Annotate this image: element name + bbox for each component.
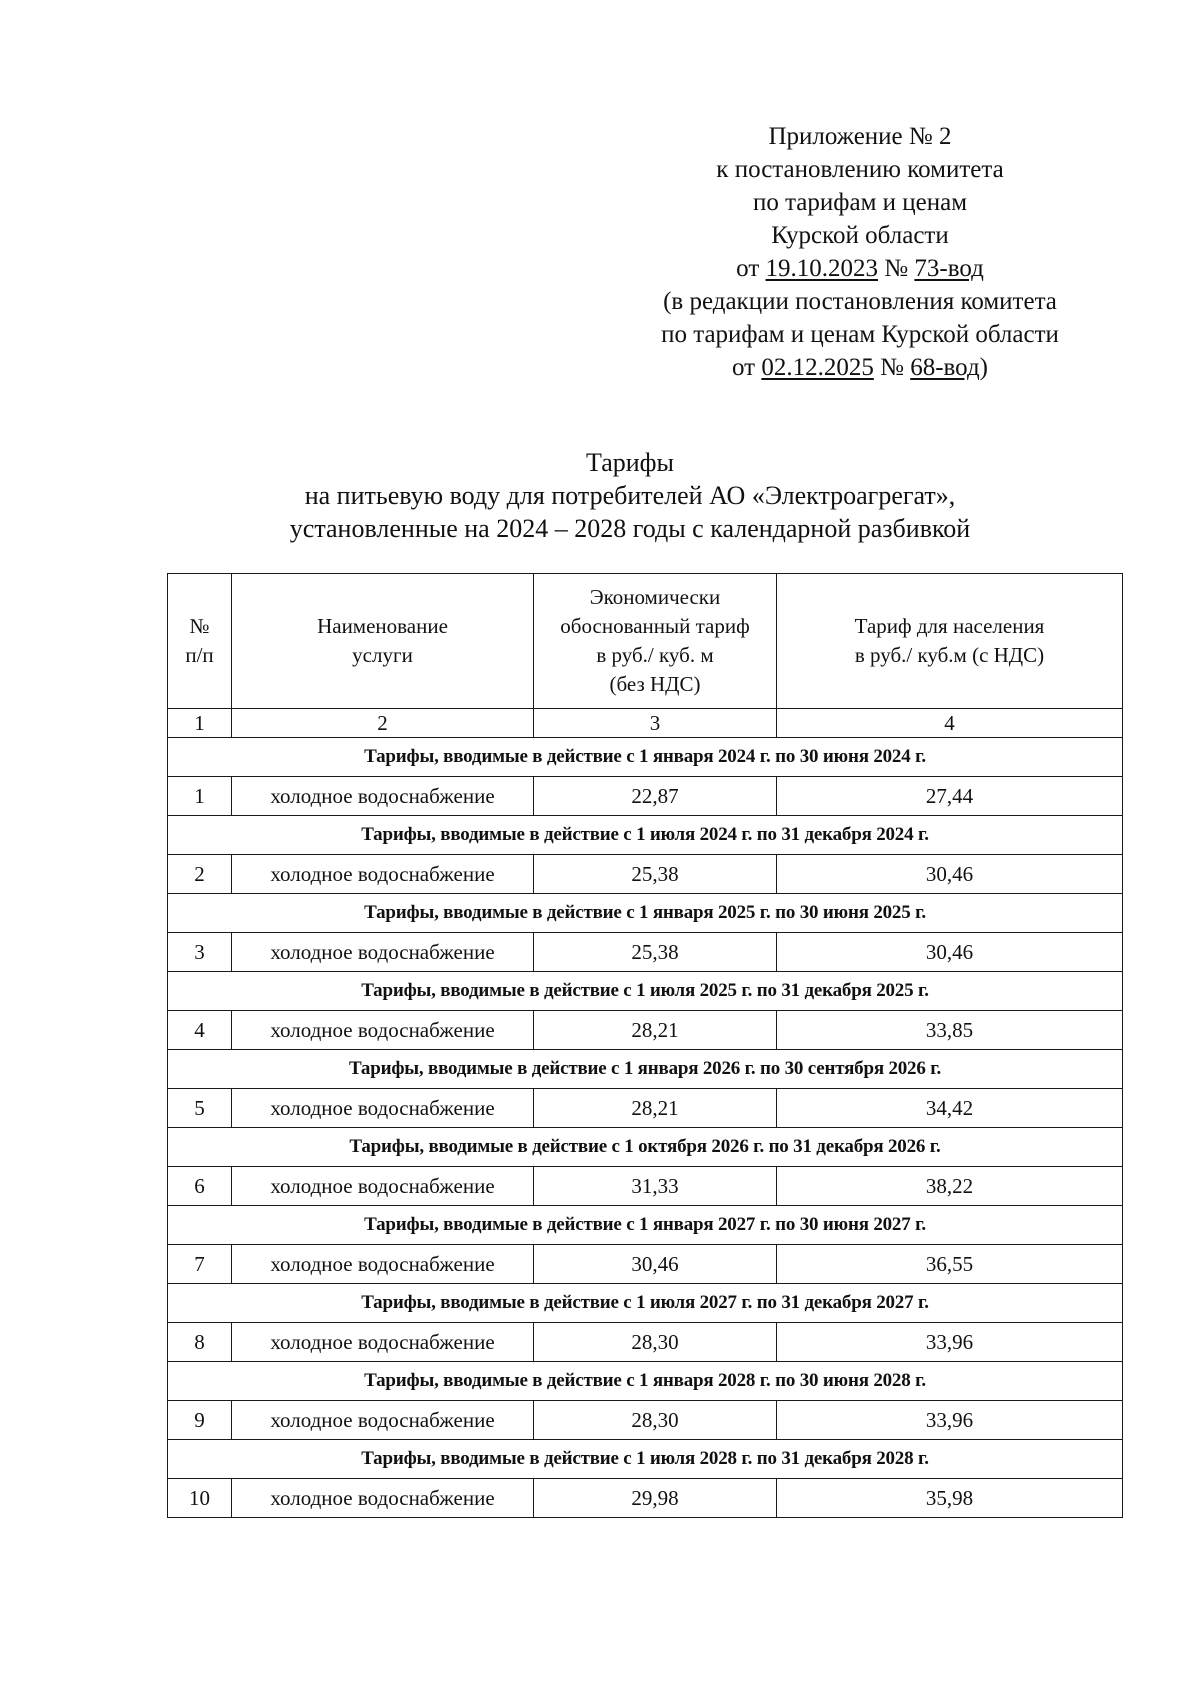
period-label: Тарифы, вводимые в действие с 1 июля 2027 г. по 31 декабря 2027 г. (168, 1284, 1123, 1323)
econ-tariff-value: 28,30 (534, 1401, 777, 1440)
header-population-tariff (777, 574, 1123, 709)
column-number: 3 (534, 709, 777, 738)
title-line-3: установленные на 2024 – 2028 годы с календарной разбивкой (289, 514, 971, 543)
appendix-header (600, 120, 1120, 384)
row-number: 1 (168, 777, 232, 816)
appendix-line: по тарифам и ценам (752, 189, 968, 216)
period-row (168, 816, 1123, 855)
period-row (168, 1206, 1123, 1245)
header-econ-line: (без НДС) (609, 672, 701, 696)
row-number: 7 (168, 1245, 232, 1284)
service-name: холодное водоснабжение (232, 1245, 534, 1284)
table-row (168, 1401, 1123, 1440)
edition-reference (600, 351, 1120, 384)
row-number: 2 (168, 855, 232, 894)
table-row (168, 1479, 1123, 1518)
econ-tariff-value: 30,46 (534, 1245, 777, 1284)
econ-tariff-value: 28,21 (534, 1089, 777, 1128)
row-number: 9 (168, 1401, 232, 1440)
table-header-row (168, 574, 1123, 709)
row-number: 6 (168, 1167, 232, 1206)
document-title (150, 446, 1110, 545)
period-label: Тарифы, вводимые в действие с 1 июля 2028 г. по 31 декабря 2028 г. (168, 1440, 1123, 1479)
header-population-line: Тариф для населения (854, 614, 1045, 638)
column-number: 1 (168, 709, 232, 738)
header-econ-line: Экономически (589, 585, 721, 609)
population-tariff-value: 33,96 (777, 1323, 1123, 1362)
service-name: холодное водоснабжение (232, 1479, 534, 1518)
edition-line: по тарифам и ценам Курской области (661, 321, 1059, 348)
population-tariff-value: 30,46 (777, 933, 1123, 972)
service-name: холодное водоснабжение (232, 1089, 534, 1128)
econ-tariff-value: 22,87 (534, 777, 777, 816)
row-number: 4 (168, 1011, 232, 1050)
econ-tariff-value: 28,30 (534, 1323, 777, 1362)
decree-number-sign: № (878, 255, 915, 282)
edition-number: 68-вод (910, 354, 980, 381)
title-line-1: Тарифы (585, 448, 674, 477)
header-econ-tariff (534, 574, 777, 709)
population-tariff-value: 34,42 (777, 1089, 1123, 1128)
decree-date: 19.10.2023 (765, 255, 879, 282)
service-name: холодное водоснабжение (232, 1167, 534, 1206)
row-number: 10 (168, 1479, 232, 1518)
appendix-line: Приложение № 2 (768, 123, 952, 150)
period-label: Тарифы, вводимые в действие с 1 января 2028 г. по 30 июня 2028 г. (168, 1362, 1123, 1401)
econ-tariff-value: 28,21 (534, 1011, 777, 1050)
population-tariff-value: 27,44 (777, 777, 1123, 816)
econ-tariff-value: 25,38 (534, 933, 777, 972)
title-line-2: на питьевую воду для потребителей АО «Электроагрегат», (304, 481, 956, 510)
edition-line: (в редакции постановления комитета (663, 288, 1057, 315)
period-row (168, 894, 1123, 933)
header-service (232, 574, 534, 709)
column-number: 4 (777, 709, 1123, 738)
table-row (168, 855, 1123, 894)
tariffs-table (167, 573, 1123, 1518)
row-number: 8 (168, 1323, 232, 1362)
service-name: холодное водоснабжение (232, 855, 534, 894)
edition-number-sign: № (873, 354, 911, 381)
population-tariff-value: 30,46 (777, 855, 1123, 894)
header-service-line: Наименование (317, 614, 448, 638)
period-row (168, 1362, 1123, 1401)
appendix-line: Курской области (771, 222, 949, 249)
header-service-line: услуги (352, 643, 413, 667)
population-tariff-value: 33,96 (777, 1401, 1123, 1440)
econ-tariff-value: 25,38 (534, 855, 777, 894)
column-number-row (168, 709, 1123, 738)
table-row (168, 933, 1123, 972)
decree-reference (600, 252, 1120, 285)
period-label: Тарифы, вводимые в действие с 1 июля 2024 г. по 31 декабря 2024 г. (168, 816, 1123, 855)
econ-tariff-value: 31,33 (534, 1167, 777, 1206)
table-row (168, 1011, 1123, 1050)
period-label: Тарифы, вводимые в действие с 1 января 2024 г. по 30 июня 2024 г. (168, 738, 1123, 777)
table-row (168, 777, 1123, 816)
period-label: Тарифы, вводимые в действие с 1 июля 2025 г. по 31 декабря 2025 г. (168, 972, 1123, 1011)
period-label: Тарифы, вводимые в действие с 1 октября 2026 г. по 31 декабря 2026 г. (168, 1128, 1123, 1167)
header-econ-line: в руб./ куб. м (596, 643, 714, 667)
table-row (168, 1089, 1123, 1128)
population-tariff-value: 33,85 (777, 1011, 1123, 1050)
row-number: 3 (168, 933, 232, 972)
edition-suffix: ) (979, 354, 988, 381)
population-tariff-value: 35,98 (777, 1479, 1123, 1518)
period-label: Тарифы, вводимые в действие с 1 января 2026 г. по 30 сентября 2026 г. (168, 1050, 1123, 1089)
period-row (168, 1284, 1123, 1323)
period-row (168, 738, 1123, 777)
header-no (168, 574, 232, 709)
period-row (168, 1050, 1123, 1089)
service-name: холодное водоснабжение (232, 1011, 534, 1050)
period-row (168, 972, 1123, 1011)
period-label: Тарифы, вводимые в действие с 1 января 2027 г. по 30 июня 2027 г. (168, 1206, 1123, 1245)
period-row (168, 1440, 1123, 1479)
service-name: холодное водоснабжение (232, 1323, 534, 1362)
population-tariff-value: 38,22 (777, 1167, 1123, 1206)
service-name: холодное водоснабжение (232, 933, 534, 972)
decree-prefix: от (736, 255, 766, 282)
decree-number: 73-вод (914, 255, 984, 282)
column-number: 2 (232, 709, 534, 738)
edition-date: 02.12.2025 (761, 354, 874, 381)
econ-tariff-value: 29,98 (534, 1479, 777, 1518)
service-name: холодное водоснабжение (232, 777, 534, 816)
row-number: 5 (168, 1089, 232, 1128)
header-population-line: в руб./ куб.м (с НДС) (854, 643, 1045, 667)
edition-prefix: от (731, 354, 762, 381)
table-row (168, 1167, 1123, 1206)
table-row (168, 1323, 1123, 1362)
header-no-line: № (189, 614, 210, 638)
appendix-line: к постановлению комитета (716, 156, 1004, 183)
service-name: холодное водоснабжение (232, 1401, 534, 1440)
table-row (168, 1245, 1123, 1284)
period-label: Тарифы, вводимые в действие с 1 января 2025 г. по 30 июня 2025 г. (168, 894, 1123, 933)
population-tariff-value: 36,55 (777, 1245, 1123, 1284)
header-econ-line: обоснованный тариф (560, 614, 750, 638)
header-no-line: п/п (185, 643, 214, 667)
period-row (168, 1128, 1123, 1167)
